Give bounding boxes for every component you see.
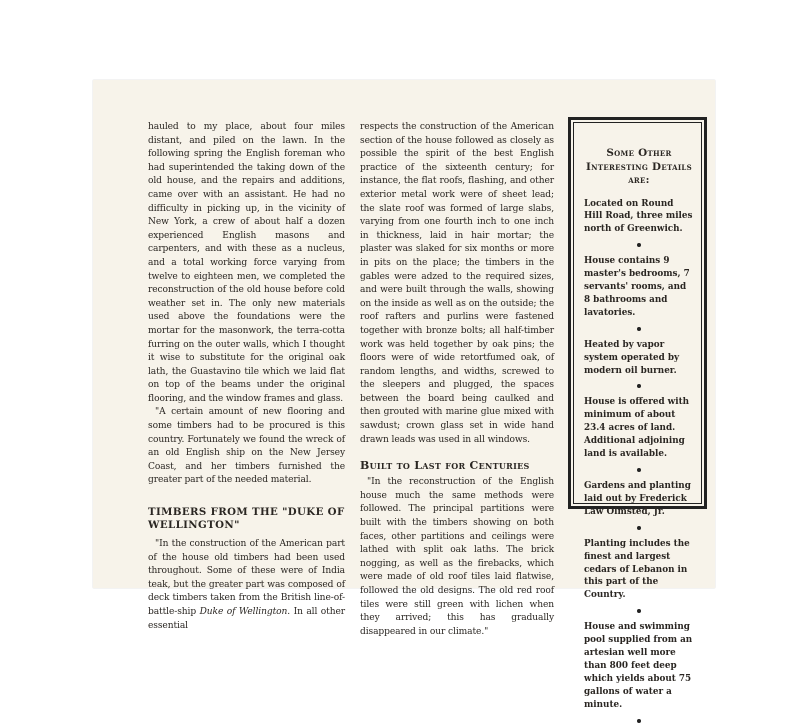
detail-item: Located on Round Hill Road, three miles north of Greenwich. [584, 198, 693, 235]
detail-item: Heated by vapor system operated by modern oil burner. [584, 339, 680, 376]
detail-item: House contains 9 master's bedrooms, 7 servants' rooms, and 8 bathrooms and lavatories. [584, 256, 690, 318]
paragraph-text: "In the construction of the American part of the house old timbers had been used throughout. Some of these were of India teak, but the greater part was composed of deck timbers taken from the British line-of-battle-ship [148, 539, 345, 617]
details-sidebar-box [568, 117, 707, 710]
body-paragraph: "In the reconstruction of the English house much the same methods were followed. The principal partitions were built with the timbers showing on both faces, other partitions and ceilings were lathed with split oak laths. The brick nogging, as well as the firebacks, which were made of old roof tiles laid flatwise, followed the old designs. The old red roof tiles were still green with lichen when they arrived; this has gradually disappeared in our climate." [360, 477, 554, 637]
left-text-column [148, 121, 345, 633]
bullet-dot [637, 384, 641, 388]
detail-item: House and swimming pool supplied from an artesian well more than 800 feet deep which yields about 75 gallons of water a minute. [584, 622, 693, 710]
bullet-dot [637, 526, 641, 530]
detail-item: Planting includes the finest and largest cedars of Lebanon in this part of the Country. [584, 538, 690, 601]
body-paragraph [148, 538, 345, 633]
section-heading-built-to-last: Built to Last for Centuries [360, 459, 530, 473]
detail-item: Gardens and planting laid out by Frederick Law Olmsted, Jr. [584, 481, 691, 517]
bullet-dot [637, 327, 641, 331]
section-heading-timbers: TIMBERS FROM THE "DUKE OF WELLINGTON" [148, 506, 345, 532]
bullet-dot [637, 243, 641, 247]
bullet-dot [637, 609, 641, 613]
paragraph-text: In all other essential [148, 607, 345, 631]
bullet-dot [637, 468, 641, 472]
body-paragraph: hauled to my place, about four miles distant, and piled on the lawn. In the following spring the English foreman who had superintended the taking down of the old house, and the repairs and additions, came over with an assistant. He had no difficulty in picking up, in the vicinity of New York, a crew of about half a dozen experienced English masons and carpenters, and with these as a nucleus, and a total working force varying from twelve to eighteen men, we completed the reconstruction of the old house before cold weather set in. The only new materials used above the foundations were the mortar for the masonwork, the terra-cotta furring on the outer walls, which I thought it wise to substitute for the original oak lath, the Guastavino tile which we laid flat on top of the beams under the original flooring, and the window frames and glass. [148, 122, 345, 404]
middle-text-column [360, 121, 554, 639]
bullet-dot [637, 719, 641, 723]
ship-name: Duke of Wellington. [199, 607, 291, 617]
detail-item: House is offered with minimum of about 23.4 acres of land. Additional adjoining land is available. [584, 397, 690, 460]
body-paragraph: "A certain amount of new flooring and some timbers had to be procured is this country. Fortunately we found the wreck of an old English ship on the New Jersey Coast, and her timbers furnished the greater part of the needed material. [148, 407, 345, 486]
sidebar-title: Some Other Interesting Details are: [585, 147, 693, 186]
body-paragraph: respects the construction of the American section of the house followed as closely as possible the spirit of the best English practice of the sixteenth century; for instance, the flat roofs, flashing, and other exterior metal work were of sheet lead; the slate roof was formed of large slabs, varying from one fourth inch to one inch in thickness, laid in hair mortar; the plaster was slaked for six months or more in pits on the place; the timbers in the gables were adzed to the required sizes, and were built through the walls, showing on the inside as well as on the outside; the roof rafters and purlins were fastened together with bronze bolts; all half-timber work was held together by oak pins; the floors were of wide retortfumed oak, of random lengths, and widths, screwed to the sleepers and plugged, the spaces between the board being caulked and then grouted with marine glue mixed with sawdust; crown glass set in wide hand drawn leads was used in all windows. [360, 122, 554, 445]
